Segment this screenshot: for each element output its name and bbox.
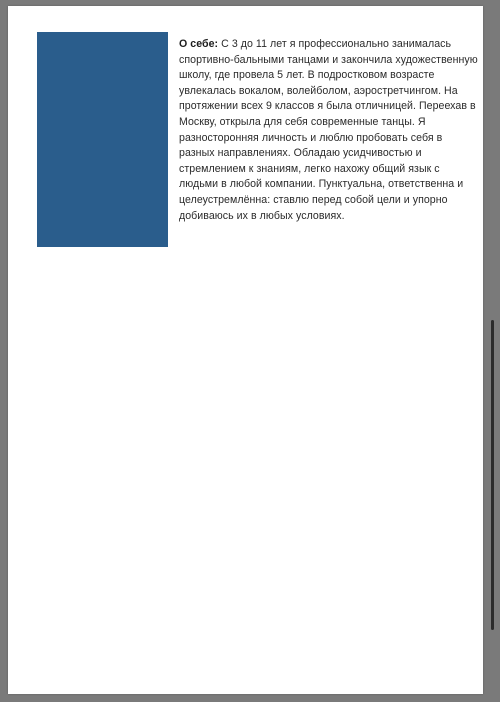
- about-label: О себе:: [179, 38, 219, 50]
- about-section: [179, 37, 479, 224]
- profile-photo-placeholder: [37, 32, 168, 247]
- resume-page: [8, 6, 483, 694]
- about-text: С 3 до 11 лет я профессионально занималась спортивно-бальными танцами и закончила художественную школу, где провела 5 лет. В подростковом возрасте увлекалась вокалом, волейболом, аэростретчингом. На протяжении всех 9 классов я была отличницей. Переехав в Москву, открыла для себя современные танцы. Я разносторонняя личность и люблю пробовать себя в разных направлениях. Обладаю усидчивостью и стремлением к знаниям, легко нахожу общий язык с людьми в любой компании. Пунктуальна, ответственна и целеустремлённа: ставлю перед собой цели и упорно добиваюсь их в любых условиях.: [179, 38, 478, 222]
- vertical-scrollbar[interactable]: [491, 320, 494, 630]
